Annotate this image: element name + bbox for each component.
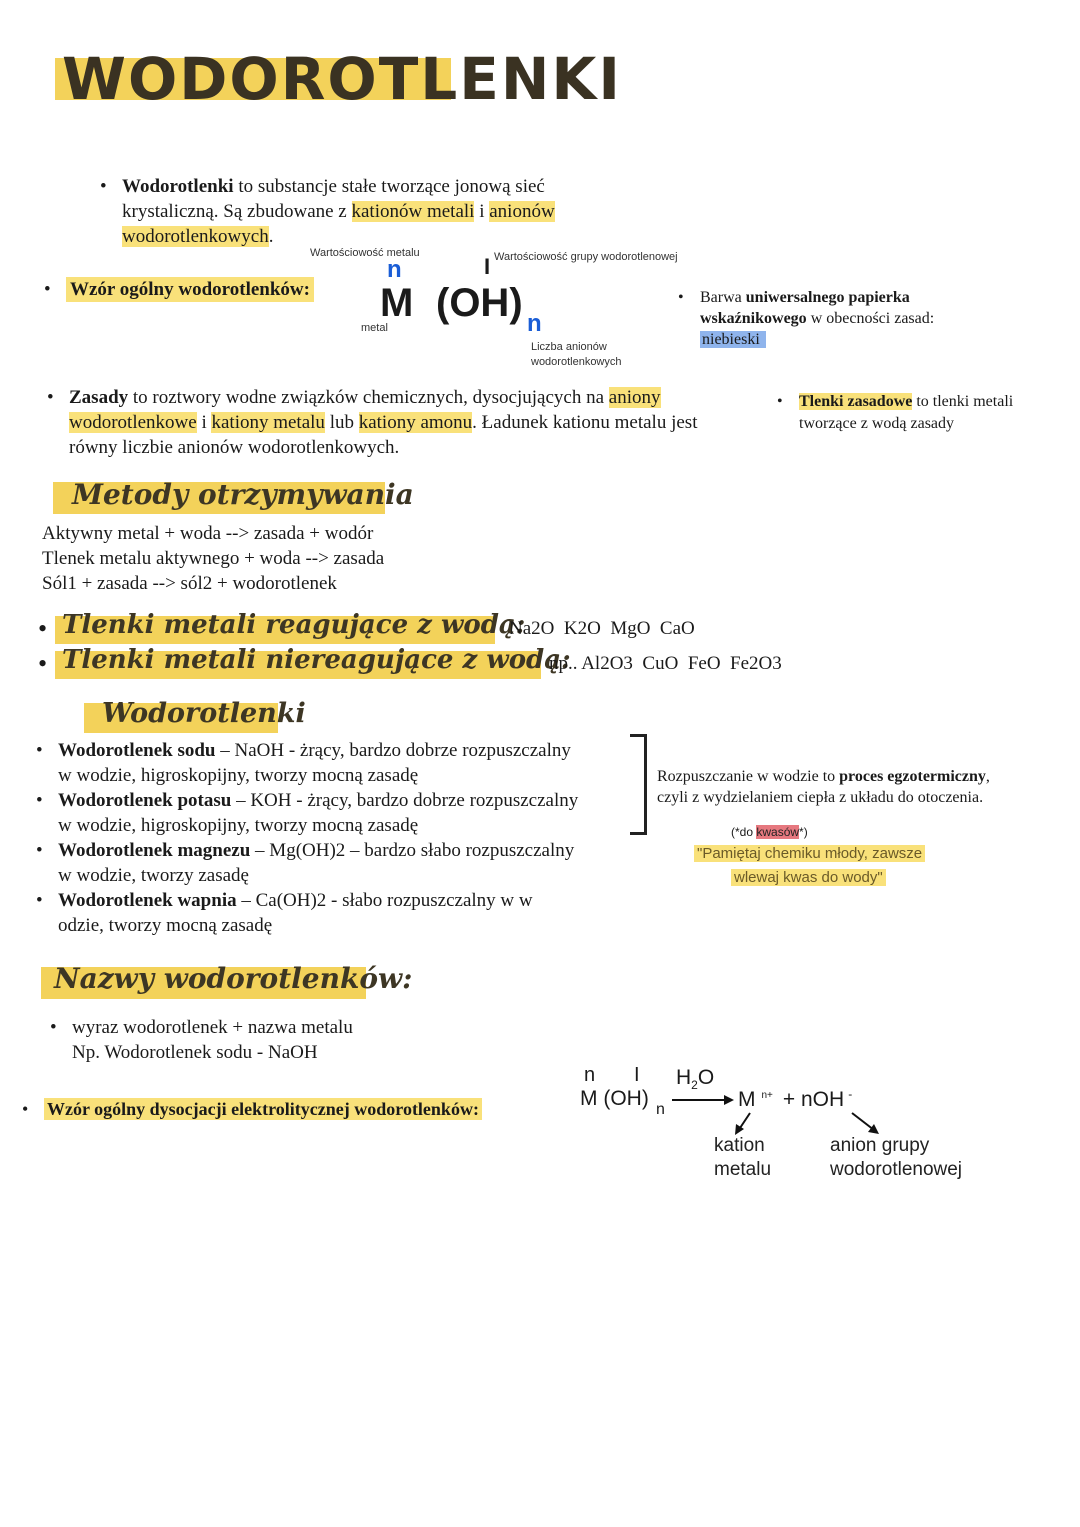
method-line: Sól1 + zasada --> sól2 + wodorotlenek [42, 573, 337, 594]
bases-definition: • Zasady to roztwory wodne związków chemicznych, dysocjujących na aniony wodorotlenkowe i kationy metalu lub kationy amonu. Ładunek kationu metalu jest równy liczbie anionów wodorotlenkowych. [69, 385, 697, 460]
bullet-dot: • [38, 614, 48, 643]
tip-for-acids: (*do kwasów*) [731, 825, 808, 839]
anion-count-label: Liczba anionów wodorotlenkowych [531, 341, 622, 368]
basic-oxides-note: • Tlenki zasadowe to tlenki metali tworzące z wodą zasady [799, 391, 1013, 435]
dissociation-formula: M (OH) [580, 1087, 649, 1110]
oxides-reacting-examples: Na2O K2O MgO CaO [509, 618, 695, 639]
formula-subscript-n: n [527, 310, 542, 337]
grouping-bracket [630, 734, 647, 835]
dissociation-n-top: n [584, 1064, 596, 1086]
general-formula-label: • Wzór ogólny wodorotlenków: [66, 279, 314, 301]
hydroxide-item: • Wodorotlenek magnezu – Mg(OH)2 – bardzo słabo rozpuszczalny w wodzie, tworzy zasadę [58, 838, 574, 888]
method-line: Aktywny metal + woda --> zasada + wodór [42, 523, 374, 544]
tip-line: "Pamiętaj chemiku młody, zawsze [694, 845, 925, 862]
indicator-color-value: niebieski [700, 331, 766, 348]
method-line: Tlenek metalu aktywnego + woda --> zasada [42, 548, 385, 569]
names-rule: • wyraz wodorotlenek + nazwa metalu Np. Wodorotlenek sodu - NaOH [72, 1015, 353, 1065]
formula-m: M [380, 281, 414, 325]
formula-oh: (OH) [436, 281, 523, 325]
intro-paragraph: • Wodorotlenki to substancje stałe tworzące jonową sieć krystaliczną. Są zbudowane z kationów metali i anionów wodorotlenkowych. [122, 174, 555, 249]
indicator-note: • Barwa uniwersalnego papierka wskaźnikowego w obecności zasad: niebieski [700, 287, 934, 350]
bullet-dot: • [38, 649, 48, 678]
valence-bar-top: I [484, 254, 491, 279]
oxides-nonreacting-examples: np.. Al2O3 CuO FeO Fe2O3 [549, 653, 782, 674]
page-title: WODOROTLENKI [62, 45, 622, 113]
names-heading: Nazwy wodorotlenków: [54, 962, 413, 995]
anion-label: anion grupy wodorotlenowej [830, 1135, 963, 1180]
hydroxides-heading: Wodorotlenki [102, 698, 306, 729]
valence-n-top: n [387, 256, 402, 283]
hydroxide-item: • Wodorotlenek potasu – KOH - żrący, bardzo dobrze rozpuszczalny w wodzie, higroskopijny, tworzy mocną zasadę [58, 788, 578, 838]
hydroxide-item: • Wodorotlenek sodu – NaOH - żrący, bardzo dobrze rozpuszczalny w wodzie, higroskopijny, tworzy mocną zasadę [58, 738, 571, 788]
valence-group-label: Wartościowość grupy wodorotlenowej [494, 251, 678, 263]
highlight-anions: anionów [489, 201, 555, 222]
hydroxide-item: • Wodorotlenek wapnia – Ca(OH)2 - słabo rozpuszczalny w w odzie, tworzy mocną zasadę [58, 888, 533, 938]
valence-metal-label: Wartościowość metalu [310, 247, 420, 259]
dissociation-sub-n: n [656, 1101, 665, 1118]
water-label: $H_2O$ [676, 1066, 715, 1093]
oxides-reacting-heading: Tlenki metali reagujące z wodą: [62, 610, 526, 640]
highlight-metal-cations: kationów metali [351, 201, 475, 222]
reaction-arrow [670, 1092, 736, 1108]
cation-label: kation metalu [714, 1135, 772, 1180]
tip-line: wlewaj kwas do wody" [731, 869, 886, 886]
dissociation-bar-top: I [634, 1064, 640, 1086]
exothermic-note: Rozpuszczanie w wodzie to proces egzotermiczny, czyli z wydzielaniem ciepła z układu do otoczenia. [657, 768, 990, 806]
methods-heading: Metody otrzymywania [72, 478, 414, 511]
oxides-nonreacting-heading: Tlenki metali niereagujące z wodą: [62, 645, 571, 675]
product-formula: M $^{n+}$ + nOH - [738, 1087, 853, 1111]
metal-label: metal [361, 322, 388, 334]
dissociation-label: • Wzór ogólny dysocjacji elektrolitycznej wodorotlenków: [44, 1099, 482, 1120]
